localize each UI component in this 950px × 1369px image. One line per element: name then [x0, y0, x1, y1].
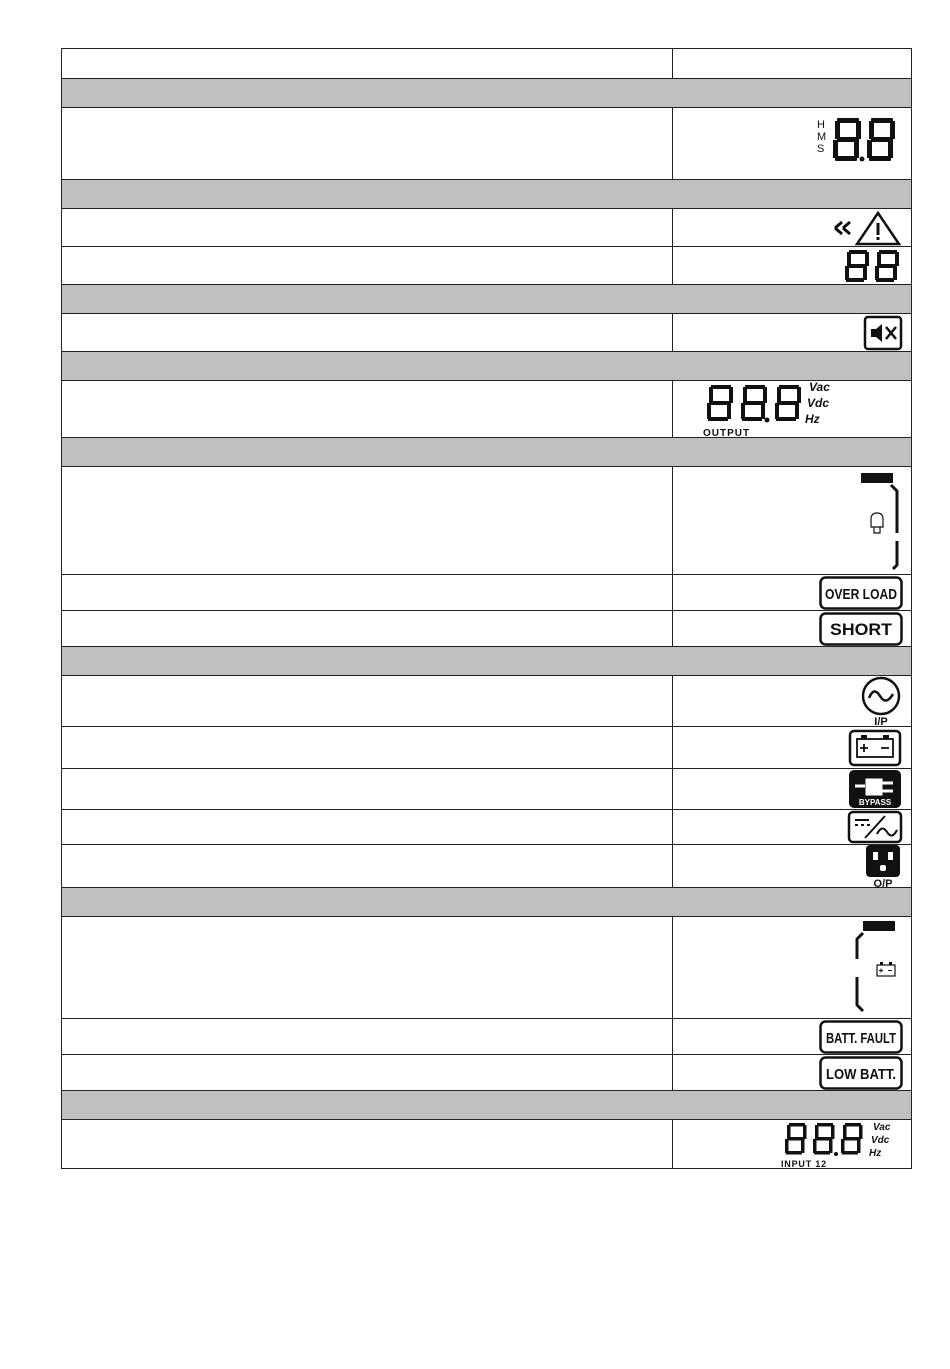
table-row-output-readout [62, 381, 912, 438]
over-load-label: OVER LOAD [825, 585, 898, 603]
fault-code-cell [673, 247, 912, 285]
outlet-icon [863, 845, 903, 890]
table-row-battery-level [62, 917, 912, 1019]
output-mode-cell [673, 845, 912, 888]
table-row-inverter-mode [62, 810, 912, 845]
ac-input-icon [859, 676, 903, 726]
battery-bar-gauge-icon [857, 919, 903, 1017]
input-caption: INPUT 12 [781, 1159, 827, 1169]
unit-hz: Hz [869, 1148, 882, 1159]
batt-fault-cell [673, 1019, 912, 1055]
section-band-load [62, 438, 912, 467]
table-row-mute [62, 314, 912, 352]
load-level-cell [673, 467, 912, 575]
mute-cell [673, 314, 912, 352]
section-band-battery [62, 888, 912, 917]
inverter-mode-cell [673, 810, 912, 845]
over-load-badge-icon [819, 576, 903, 610]
table-row-warning [62, 209, 912, 247]
batt-fault-label: BATT. FAULT [826, 1029, 896, 1047]
time-digits-icon [811, 114, 903, 174]
input-mode-caption: I/P [874, 716, 888, 728]
table-row-fault-code [62, 247, 912, 285]
output-readout-cell [673, 381, 912, 438]
warning-cell [673, 209, 912, 247]
section-band-mode [62, 647, 912, 676]
table-row-load-level [62, 467, 912, 575]
input-readout-cell [673, 1120, 912, 1169]
bypass-plug-icon [847, 769, 903, 809]
bypass-mode-cell [673, 769, 912, 810]
table-row-batt-fault [62, 1019, 912, 1055]
low-batt-cell [673, 1055, 912, 1091]
unit-hz: Hz [805, 412, 820, 426]
batt-fault-badge-icon [819, 1020, 903, 1054]
section-band-mute [62, 285, 912, 314]
unit-vdc: Vdc [871, 1135, 890, 1146]
lcd-icon-table [61, 48, 912, 1169]
low-batt-label: LOW BATT. [826, 1065, 896, 1083]
table-row-short [62, 611, 912, 647]
table-row-bypass-mode [62, 769, 912, 810]
table-row-battery-mode [62, 727, 912, 769]
header-cell-description [62, 49, 673, 79]
section-band-output [62, 352, 912, 381]
input-digits-icon [779, 1120, 903, 1168]
seven-seg-digit [833, 118, 861, 161]
input-mode-cell [673, 676, 912, 727]
battery-level-cell [673, 917, 912, 1019]
battery-mode-cell [673, 727, 912, 769]
unit-vdc: Vdc [807, 396, 830, 410]
table-row-output-mode [62, 845, 912, 888]
battery-icon [847, 728, 903, 768]
unit-vac: Vac [809, 380, 830, 394]
short-cell [673, 611, 912, 647]
output-caption: OUTPUT [703, 428, 751, 439]
mute-speaker-icon [863, 315, 903, 351]
unit-vac: Vac [873, 1122, 891, 1133]
unit-h: H [817, 118, 825, 131]
header-cell-icon [673, 49, 912, 79]
table-row-over-load [62, 575, 912, 611]
table-row-input-mode [62, 676, 912, 727]
dc-to-ac-icon [847, 810, 903, 844]
section-band-input [62, 1091, 912, 1120]
warning-triangle-icon [831, 210, 903, 246]
table-row-low-batt [62, 1055, 912, 1091]
short-label: SHORT [830, 619, 893, 639]
seven-seg-digit [867, 118, 895, 161]
over-load-cell [673, 575, 912, 611]
fault-code-digits-icon [843, 248, 903, 284]
time-display-cell [673, 108, 912, 180]
table-row-remaining-time [62, 108, 912, 180]
table-header-row [62, 49, 912, 79]
section-band-time [62, 79, 912, 108]
table-row-input-readout [62, 1120, 912, 1169]
section-band-fault [62, 180, 912, 209]
bypass-caption: BYPASS [858, 798, 892, 807]
low-batt-badge-icon [819, 1056, 903, 1090]
load-bar-gauge-icon [857, 469, 903, 573]
output-digits-icon [701, 381, 871, 437]
unit-m: M [817, 130, 827, 143]
short-badge-icon [819, 612, 903, 646]
output-mode-caption: O/P [873, 878, 893, 890]
unit-s: S [817, 142, 825, 155]
